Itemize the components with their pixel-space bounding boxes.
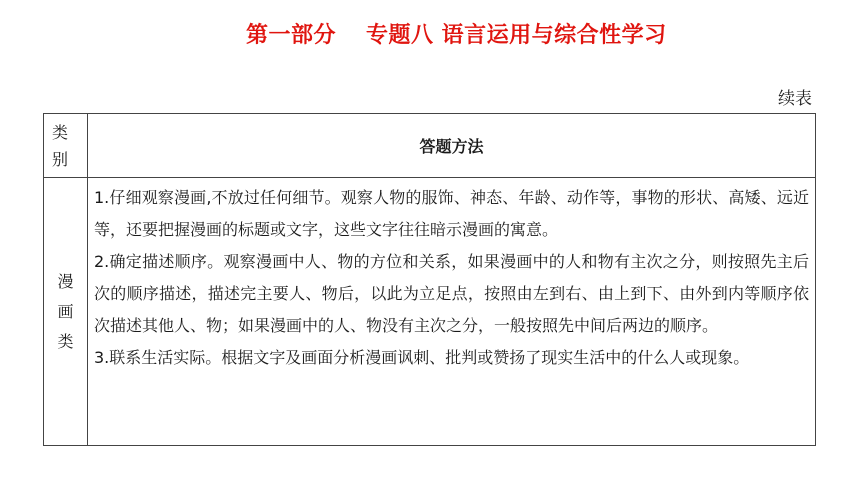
table-row <box>44 178 816 446</box>
section-part-label: 第一部分 <box>246 23 337 48</box>
method-item: 1.仔细观察漫画,不放过任何细节。观察人物的服饰、神态、年龄、动作等，事物的形状、高矮、远近等，还要把握漫画的标题或文字，这些文字往往暗示漫画的寓意。 <box>94 188 809 239</box>
category-char: 漫 <box>57 271 74 291</box>
category-column-header <box>44 114 88 178</box>
category-char: 画 <box>57 301 74 321</box>
category-header-char: 类 <box>52 122 69 142</box>
topic-title: 专题八 语言运用与综合性学习 <box>366 23 667 48</box>
category-cell <box>44 178 88 446</box>
category-char: 类 <box>57 331 74 351</box>
method-column-header: 答题方法 <box>88 114 816 178</box>
answer-method-table <box>43 113 816 446</box>
table-header-row <box>44 114 816 178</box>
method-item: 2.确定描述顺序。观察漫画中人、物的方位和关系，如果漫画中的人和物有主次之分，则按照先主后次的顺序描述，描述完主要人、物后，以此为立足点，按照由左到右、由上到下、由外到内等顺序依次描述其他人、物；如果漫画中的人、物没有主次之分，一般按照先中间后两边的顺序。 <box>94 252 809 335</box>
continued-table-label: 续表 <box>778 89 812 109</box>
page-title <box>246 18 667 49</box>
method-content-cell <box>88 178 816 446</box>
category-header-char: 别 <box>52 149 69 169</box>
method-item: 3.联系生活实际。根据文字及画面分析漫画讽刺、批判或赞扬了现实生活中的什么人或现象。 <box>94 348 750 367</box>
